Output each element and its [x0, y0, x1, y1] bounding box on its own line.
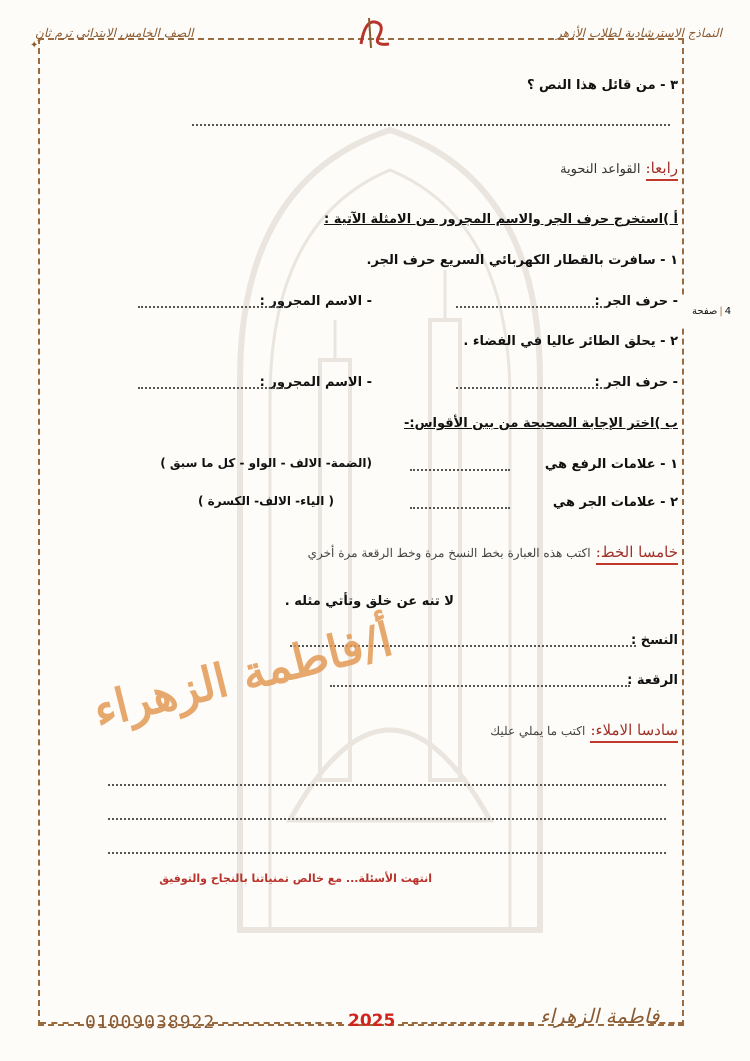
page-number: 4|صفحة [692, 306, 732, 317]
page-number-value: 4 [724, 306, 732, 317]
section6-instruction: اكتب ما يملي عليك [490, 724, 586, 738]
part-a-item1-ism-label: - الاسم المجرور : [259, 294, 372, 309]
section5-instruction: اكتب هذه العبارة بخط النسخ مرة وخط الرقعة مرة أخري [307, 546, 591, 560]
naskh-label: النسخ : [631, 633, 678, 648]
section4-subtitle: القواعد النحوية [560, 162, 641, 177]
q3-question: ٣ - من قائل هذا النص ؟ [526, 78, 678, 93]
ruqaa-label: الرقعة : [627, 673, 678, 688]
ruqaa-answer-line[interactable] [330, 685, 630, 687]
footer-signature: فاطمة الزهراء [540, 1004, 660, 1028]
header-grade: الصف الخامس الابتدائي ترم ثانِ [35, 26, 194, 40]
part-b-item1-line[interactable] [410, 469, 510, 471]
page-header [0, 14, 750, 54]
section5-phrase: لا تنه عن خلق وتأتي مثله . [284, 594, 454, 609]
dictation-line-2[interactable] [108, 818, 666, 820]
closing-message: انتهت الأسئلة... مع خالص تمنياتنا بالنجاح والتوفيق [159, 872, 432, 885]
page-border-gap [680, 298, 690, 328]
part-b-item1-options: (الضمة- الالف - الواو - كل ما سبق ) [160, 456, 372, 470]
part-b-item2-options: ( الياء- الالف- الكسرة ) [197, 494, 334, 508]
q3-answer-line[interactable] [192, 124, 670, 126]
section6-heading [490, 720, 678, 739]
part-a-instruction: أ )استخرج حرف الجر والاسم المجرور من الامثلة الآتية : [324, 212, 678, 227]
teacher-stamp: أ/فاطمة الزهراء [88, 611, 398, 739]
footer-line-mid-right [402, 1022, 534, 1024]
part-a-item1-sentence: ١ - سافرت بالقطار الكهربائي السريع حرف الجر. [366, 253, 678, 268]
part-a-item1-harf-line[interactable] [456, 306, 606, 308]
part-a-item2-sentence: ٢ - يحلق الطائر عاليا في الفضاء . [463, 334, 678, 349]
footer-phone: 01009038922 [85, 1012, 216, 1033]
section4-heading [560, 158, 678, 177]
header-title: النماذج الاسترشادية لطلاب الأزهر [556, 26, 722, 40]
part-a-item2-ism-line[interactable] [138, 387, 286, 389]
section5-title: خامسا الخط: [596, 543, 678, 565]
footer-line-mid-left [212, 1022, 342, 1024]
part-a-item2-ism-label: - الاسم المجرور : [259, 375, 372, 390]
page-number-label: صفحة [692, 306, 718, 317]
footer-line-right [650, 1022, 684, 1024]
mosque-watermark-icon [197, 120, 580, 940]
footer-line-left [40, 1022, 80, 1024]
calligraphy-logo-icon [355, 14, 395, 52]
part-b-item1-question: ١ - علامات الرفع هي [544, 457, 678, 472]
part-b-item2-question: ٢ - علامات الجر هي [552, 495, 678, 510]
part-a-item1-harf-label: - حرف الجر : [594, 294, 678, 309]
part-a-item2-harf-line[interactable] [456, 387, 606, 389]
dictation-line-3[interactable] [108, 852, 666, 854]
part-a-item2-harf-label: - حرف الجر : [594, 375, 678, 390]
footer-year: 2025 [348, 1011, 396, 1031]
section5-heading [308, 542, 678, 561]
section6-title: سادسا الاملاء: [590, 721, 678, 743]
part-b-instruction: ب )اختر الإجابة الصحيحة من بين الأقواس:- [403, 416, 678, 431]
section4-title: رابعا: [646, 159, 678, 181]
part-b-item2-line[interactable] [410, 507, 510, 509]
part-a-item1-ism-line[interactable] [138, 306, 286, 308]
dictation-line-1[interactable] [108, 784, 666, 786]
corner-ornament-icon: ✦ [30, 40, 39, 51]
